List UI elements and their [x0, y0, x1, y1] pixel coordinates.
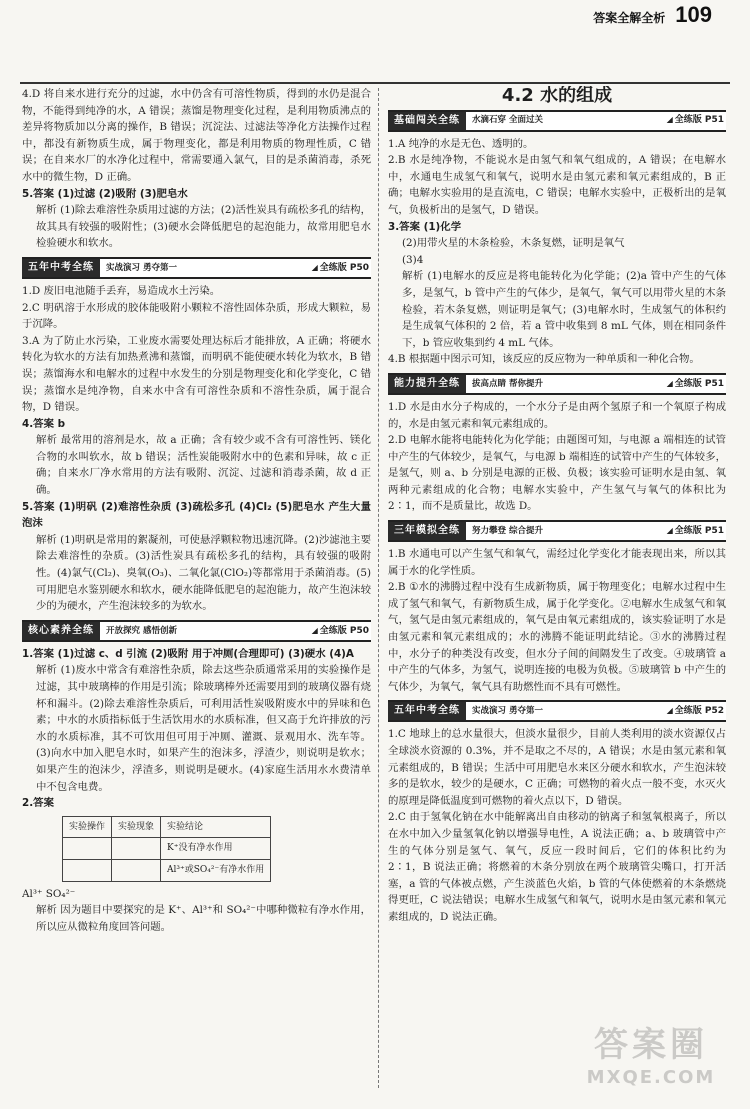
banner-tag: 三年模拟全练 — [388, 522, 466, 540]
banner-ref: ◢ 全练版 P51 — [667, 376, 724, 393]
explanation: 解析 (1)除去难溶性杂质用过滤的方法；(2)活性炭具有疏松多孔的结构，故其具有较强的吸附性；(3)硬水会降低肥皂的起泡能力，故常用肥皂水检验硬水和软水。 — [36, 204, 371, 250]
table-row — [63, 859, 271, 881]
table-header: 实验现象 — [112, 816, 161, 838]
watermark-text: 答案圈 — [594, 1025, 708, 1065]
header-rule — [20, 82, 730, 84]
banner-ref: ◢ 全练版 P51 — [667, 112, 724, 129]
banner-tag: 基础闯关全练 — [388, 112, 466, 130]
answer-item: 1.A 纯净的水是无色、透明的。 — [388, 137, 534, 150]
banner-subtitle: 开放探究 感悟创新 — [106, 625, 177, 636]
explanation: 解析 最常用的溶剂是水，故 a 正确；含有较少或不含有可溶性钙、镁化合物的水叫软水，故 b 错误；活性炭能吸附水中的色素和异味，故 c 正确；自来水厂净水常用的方法有吸附、沉淀、过滤和消毒杀菌，故 d 正确。 — [36, 434, 371, 497]
explanation: 解析 (1)明矾是常用的絮凝剂，可使悬浮颗粒物迅速沉降。(2)沙滤池主要除去难溶性的杂质。(3)活性炭具有疏松多孔的结构，具有较强的吸附性。(4)氯气(Cl₂)、臭氧(O₃)、二氧化氯(ClO₂)等都常用于杀菌消毒。(5)可用肥皂水鉴别硬水和软水，硬水能降低肥皂的起泡能力，故产生泡沫较少的为硬水，产生泡沫较多的为软水。 — [36, 533, 371, 613]
ion-labels: Al³⁺ SO₄²⁻ — [22, 887, 76, 900]
answer-item: 2.D 电解水能将电能转化为化学能；由题图可知，与电源 a 端相连的试管中产生的气体较少，是氧气，与电源 b 端相连的试管中产生的气体较多，是氢气，则 a、b 分别是电源的正极、负极；该实验可证明水是由氢、氧两种元素组成的化合物；电解水实验中，产生氢气与氧气的体积比为 2∶1，而不是质量比，故选 D。 — [388, 434, 726, 513]
table-cell — [63, 838, 112, 860]
answer-item: 1.D 废旧电池随手丢弃，易造成水土污染。 — [22, 284, 221, 297]
banner-ref: ◢ 全练版 P50 — [312, 623, 369, 640]
watermark — [576, 1023, 726, 1103]
section-banner — [388, 700, 726, 722]
table-cell — [112, 859, 161, 881]
banner-ref: ◢ 全练版 P52 — [667, 703, 724, 720]
table-cell: Al³⁺或SO₄²⁻有净水作用 — [161, 859, 271, 881]
banner-subtitle: 水滴石穿 全面过关 — [472, 115, 543, 126]
answer-item: 3.答案 (1)化学 — [388, 220, 462, 233]
answer-item: 2.C 由于氢氧化钠在水中能解离出自由移动的钠离子和氢氧根离子，所以在水中加入少量氢氧化钠以增强导电性，A 说法正确；a、b 玻璃管中产生的气体分别是氢气、氧气，反应一段时间后，它们的体积比约为 2∶1，B 说法正确；将燃着的木条分别放在两个玻璃管尖嘴口，打开活塞，a 管的气体被点燃，产生淡蓝色火焰，b 管的气体使燃着的木条燃烧得更旺，C 说法错误；电解水生成氢气和氧气，说明水是由氢元素和氧元素组成的，D 说法正确。 — [388, 811, 726, 923]
banner-tag: 能力提升全练 — [388, 375, 466, 393]
right-column — [388, 86, 726, 1091]
answer-item: 3.A 为了防止水污染，工业废水需要处理达标后才能排放，A 正确；将硬水转化为软水的方法有加热煮沸和蒸馏，而明矾不能使硬水转化为软水，B 错误；蒸馏海水和电解水的过程中水发生的分别是物理变化和化学变化，C 错误；蒸馏水是纯净物，自来水中含有可溶性杂质和不溶性杂质，属于混合物，D 错误。 — [22, 334, 371, 414]
page-header — [593, 2, 712, 28]
answer-item: 2.B 水是纯净物，不能说水是由氢气和氧气组成的，A 错误；在电解水中，水通电生成氢气和氧气，说明水是由氢元素和氧元素组成的，B 正确；电解水实验用的是直流电，C 错误；电解水实验中，正极析出的是氧气，负极析出的是氢气，D 错误。 — [388, 154, 726, 216]
banner-subtitle: 实战演习 勇夺第一 — [472, 706, 543, 717]
left-column — [22, 86, 371, 1091]
section-banner — [388, 110, 726, 132]
banner-ref: ◢ 全练版 P50 — [312, 260, 369, 277]
explanation: 解析 因为题目中要探究的是 K⁺、Al³⁺和 SO₄²⁻中哪种微粒有净水作用，所以应从微粒角度回答问题。 — [36, 904, 371, 933]
banner-tag: 五年中考全练 — [388, 702, 466, 720]
answer-item: 2.答案 — [22, 797, 54, 810]
section-banner — [388, 373, 726, 395]
banner-tag: 核心素养全练 — [22, 622, 100, 640]
banner-subtitle: 拔高点睛 帮你提升 — [472, 378, 543, 389]
page-number: 109 — [675, 2, 712, 27]
header-label: 答案全解全析 — [593, 11, 666, 25]
table-header-row — [63, 816, 271, 838]
answer-item: 2.B ①水的沸腾过程中没有生成新物质，属于物理变化；电解水过程中生成了氢气和氧气，有新物质生成，属于化学变化。②电解水生成氢气和氧气，氢气是由氢元素组成的，氧气是由氧元素组成的，该实验证明了水是由氢元素和氧元素组成的；水的沸腾不能证明此结论。③水的沸腾过程中，水分子的种类没有改变，但水分子间的间隔发生了改变。④玻璃管 a 中产生的气体多，为氢气，说明连接的电极为负极。⑤玻璃管 b 中产生的气体少，为氧气，氧气具有助燃性而不具有可燃性。 — [388, 581, 726, 693]
experiment-table — [62, 816, 271, 882]
banner-subtitle: 努力攀登 综合提升 — [472, 525, 543, 536]
answer-item: 4.答案 b — [22, 417, 66, 430]
explanation: 解析 (1)废水中常含有难溶性杂质，除去这些杂质通常采用的实验操作是过滤，其中玻璃棒的作用是引流；除玻璃棒外还需要用到的玻璃仪器有烧杯和漏斗。(2)除去难溶性杂质后，可利用活性炭吸附废水中的异味和色素；中水的水质指标低于生活饮用水的水质标准，但又高于允许排放的污水的水质标准，其不可饮用但可用于冲厕、灌溉、景观用水、洗车等。(3)向水中加入肥皂水时，如果产生的泡沫多，浮渣少，则说明是软水；如果产生的泡沫少，浮渣多，则说明是硬水。(4)家庭生活用水水费清单中不包含电费。 — [36, 664, 371, 793]
answer-item: (2)用带火星的木条检验，木条复燃，证明是氧气 — [402, 237, 625, 250]
section-banner — [388, 520, 726, 542]
banner-ref: ◢ 全练版 P51 — [667, 523, 724, 540]
banner-subtitle: 实战演习 勇夺第一 — [106, 262, 177, 273]
column-divider — [378, 88, 379, 1088]
table-cell — [63, 859, 112, 881]
answer-item: 1.答案 (1)过滤 c、d 引流 (2)吸附 用于冲厕(合理即可) (3)硬水 (4)A — [22, 647, 354, 660]
answer-item: 2.C 明矾溶于水形成的胶体能吸附小颗粒不溶性固体杂质，形成大颗粒，易于沉降。 — [22, 301, 371, 331]
table-header: 实验操作 — [63, 816, 112, 838]
table-header: 实验结论 — [161, 816, 271, 838]
table-row — [63, 838, 271, 860]
answer-item: 1.D 水是由水分子构成的，一个水分子是由两个氢原子和一个氧原子构成的，水是由氢元素和氧元素组成的。 — [388, 400, 726, 430]
watermark-url: MXQE.COM — [586, 1067, 716, 1088]
section-banner — [22, 620, 371, 642]
answer-item: 4.D 将自来水进行充分的过滤，水中仍含有可溶性物质，得到的水仍是混合物，不能得到纯净的水，A 错误；蒸馏是物理变化过程，是利用物质沸点的差异将物质加以分离的操作，B 错误；沉淀法、过滤法等净化方法操作过程中，都没有新物质生成，属于物理变化，都是利用物质的物理性质，C 错误；在自来水厂的水净化过程中，常需要通入氯气，目的是杀菌消毒，杀死水中的微生物，D 正确。 — [22, 88, 371, 183]
banner-tag: 五年中考全练 — [22, 259, 100, 277]
answer-item: (3)4 — [402, 253, 424, 266]
section-title: 4.2 水的组成 — [501, 86, 613, 106]
table-cell: K⁺没有净水作用 — [161, 838, 271, 860]
answer-item: 1.B 水通电可以产生氢气和氧气，需经过化学变化才能表现出来，所以其属于水的化学性质。 — [388, 548, 726, 577]
answer-item: 5.答案 (1)过滤 (2)吸附 (3)肥皂水 — [22, 187, 188, 200]
table-cell — [112, 838, 161, 860]
section-banner — [22, 257, 371, 279]
answer-item: 5.答案 (1)明矾 (2)难溶性杂质 (3)疏松多孔 (4)Cl₂ (5)肥皂水 产生大量泡沫 — [22, 500, 371, 530]
answer-item: 1.C 地球上的总水量很大，但淡水量很少，目前人类利用的淡水资源仅占全球淡水资源的 0.3%，并不是取之不尽的，A 错误；水是由氢元素和氧元素组成的，B 错误；生活中可用肥皂水来区分硬水和软水，产生泡沫较多的是软水，较少的是硬水，C 正确；可燃物的着火点一般不变，水灭火的原理是降低温度到可燃物的着火点以下，D 错误。 — [388, 728, 726, 807]
answer-item: 4.B 根据题中图示可知，该反应的反应物为一种单质和一种化合物。 — [388, 353, 700, 366]
explanation: 解析 (1)电解水的反应是将电能转化为化学能；(2)a 管中产生的气体多，是氢气，b 管中产生的气体少，是氧气，氧气可以用带火星的木条检验，若木条复燃，则证明是氧气；(3)电解水时，生成氢气的体积约是生成氧气体积的 2 倍，若 a 管中收集到 8 mL 气体，则在相同条件下，b 管应收集到约 4 mL 气体。 — [402, 270, 726, 349]
